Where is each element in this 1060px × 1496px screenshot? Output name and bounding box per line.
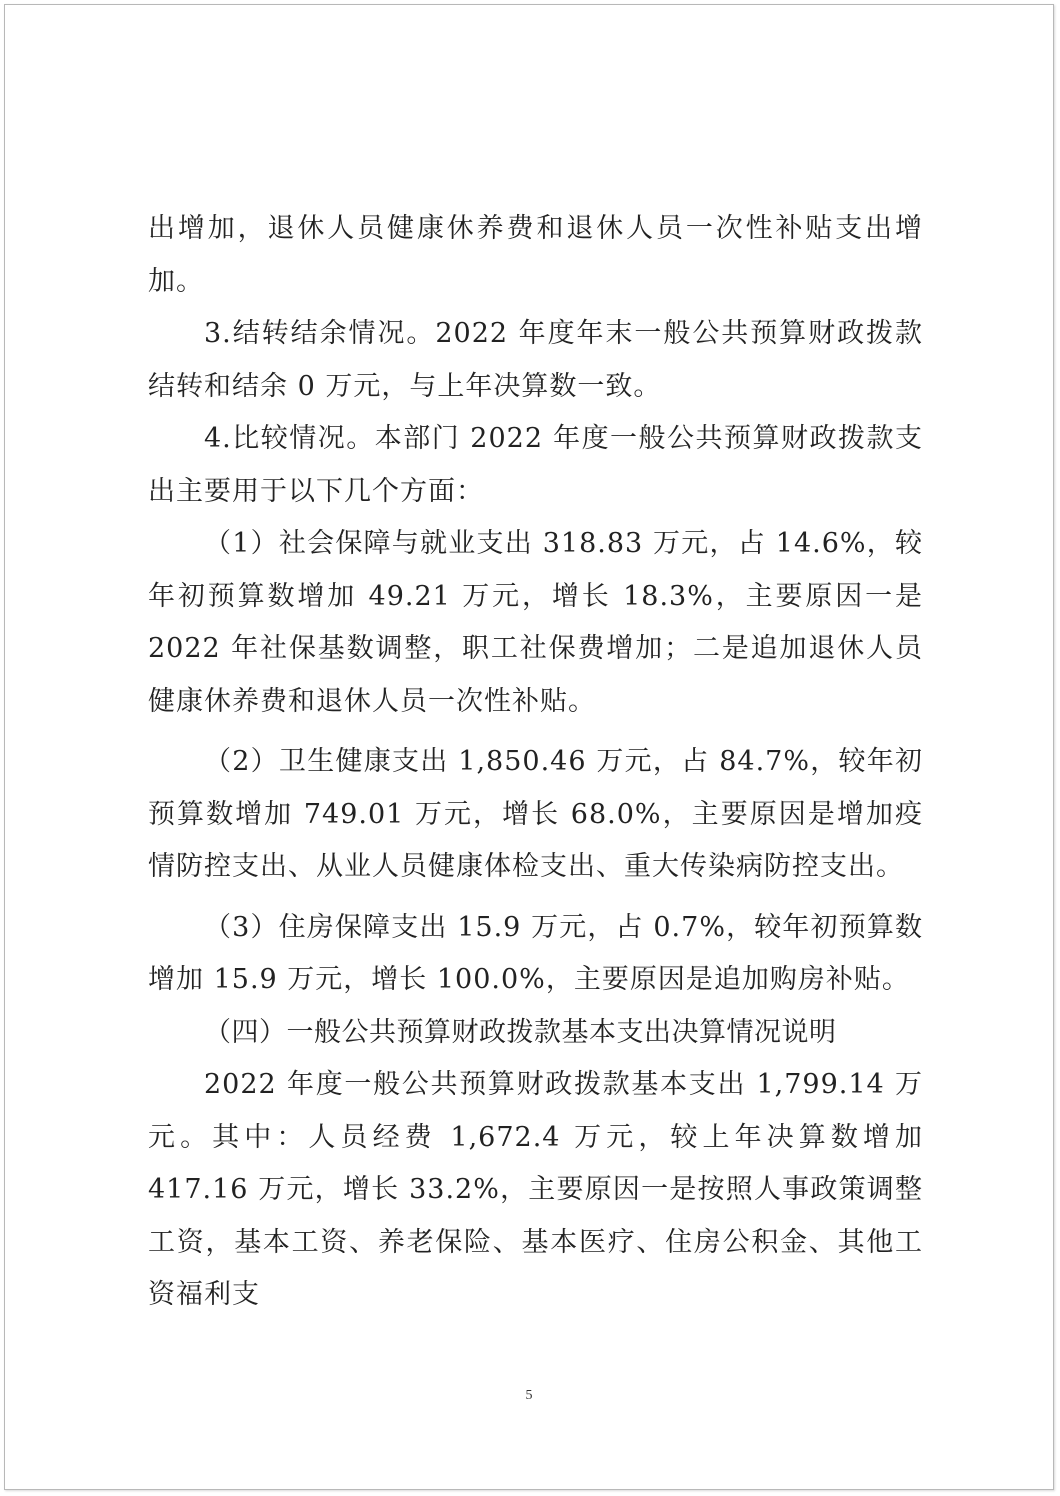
- paragraph-health: （2）卫生健康支出 1,850.46 万元，占 84.7%，较年初预算数增加 749.01 万元，增长 68.0%，主要原因是增加疫情防控支出、从业人员健康体检支出、重大传染病防控支出。: [148, 746, 923, 882]
- document-body: [148, 203, 923, 1322]
- page-number: 5: [525, 1388, 533, 1403]
- paragraph-comparison: 4.比较情况。本部门 2022 年度一般公共预算财政拨款支出主要用于以下几个方面：: [148, 423, 923, 507]
- paragraph-continuation: 出增加，退休人员健康休养费和退休人员一次性补贴支出增加。: [148, 213, 923, 297]
- paragraph-carryover-balance: 3.结转结余情况。2022 年度年末一般公共预算财政拨款结转和结余 0 万元，与上年决算数一致。: [148, 318, 923, 402]
- paragraph-social-security: （1）社会保障与就业支出 318.83 万元，占 14.6%，较年初预算数增加 49.21 万元，增长 18.3%，主要原因一是 2022 年社保基数调整，职工社保费增加；二是追加退休人员健康休养费和退休人员一次性补贴。: [148, 528, 923, 717]
- section-heading-basic-expenditure: （四）一般公共预算财政拨款基本支出决算情况说明: [204, 1016, 837, 1048]
- paragraph-basic-expenditure: 2022 年度一般公共预算财政拨款基本支出 1,799.14 万元。其中：人员经费 1,672.4 万元，较上年决算数增加 417.16 万元，增长 33.2%，主要原因一是按照人事政策调整工资，基本工资、养老保险、基本医疗、住房公积金、其他工资福利支: [148, 1069, 923, 1310]
- paragraph-housing: （3）住房保障支出 15.9 万元，占 0.7%，较年初预算数增加 15.9 万元，增长 100.0%，主要原因是追加购房补贴。: [148, 911, 923, 995]
- document-page: [4, 4, 1054, 1490]
